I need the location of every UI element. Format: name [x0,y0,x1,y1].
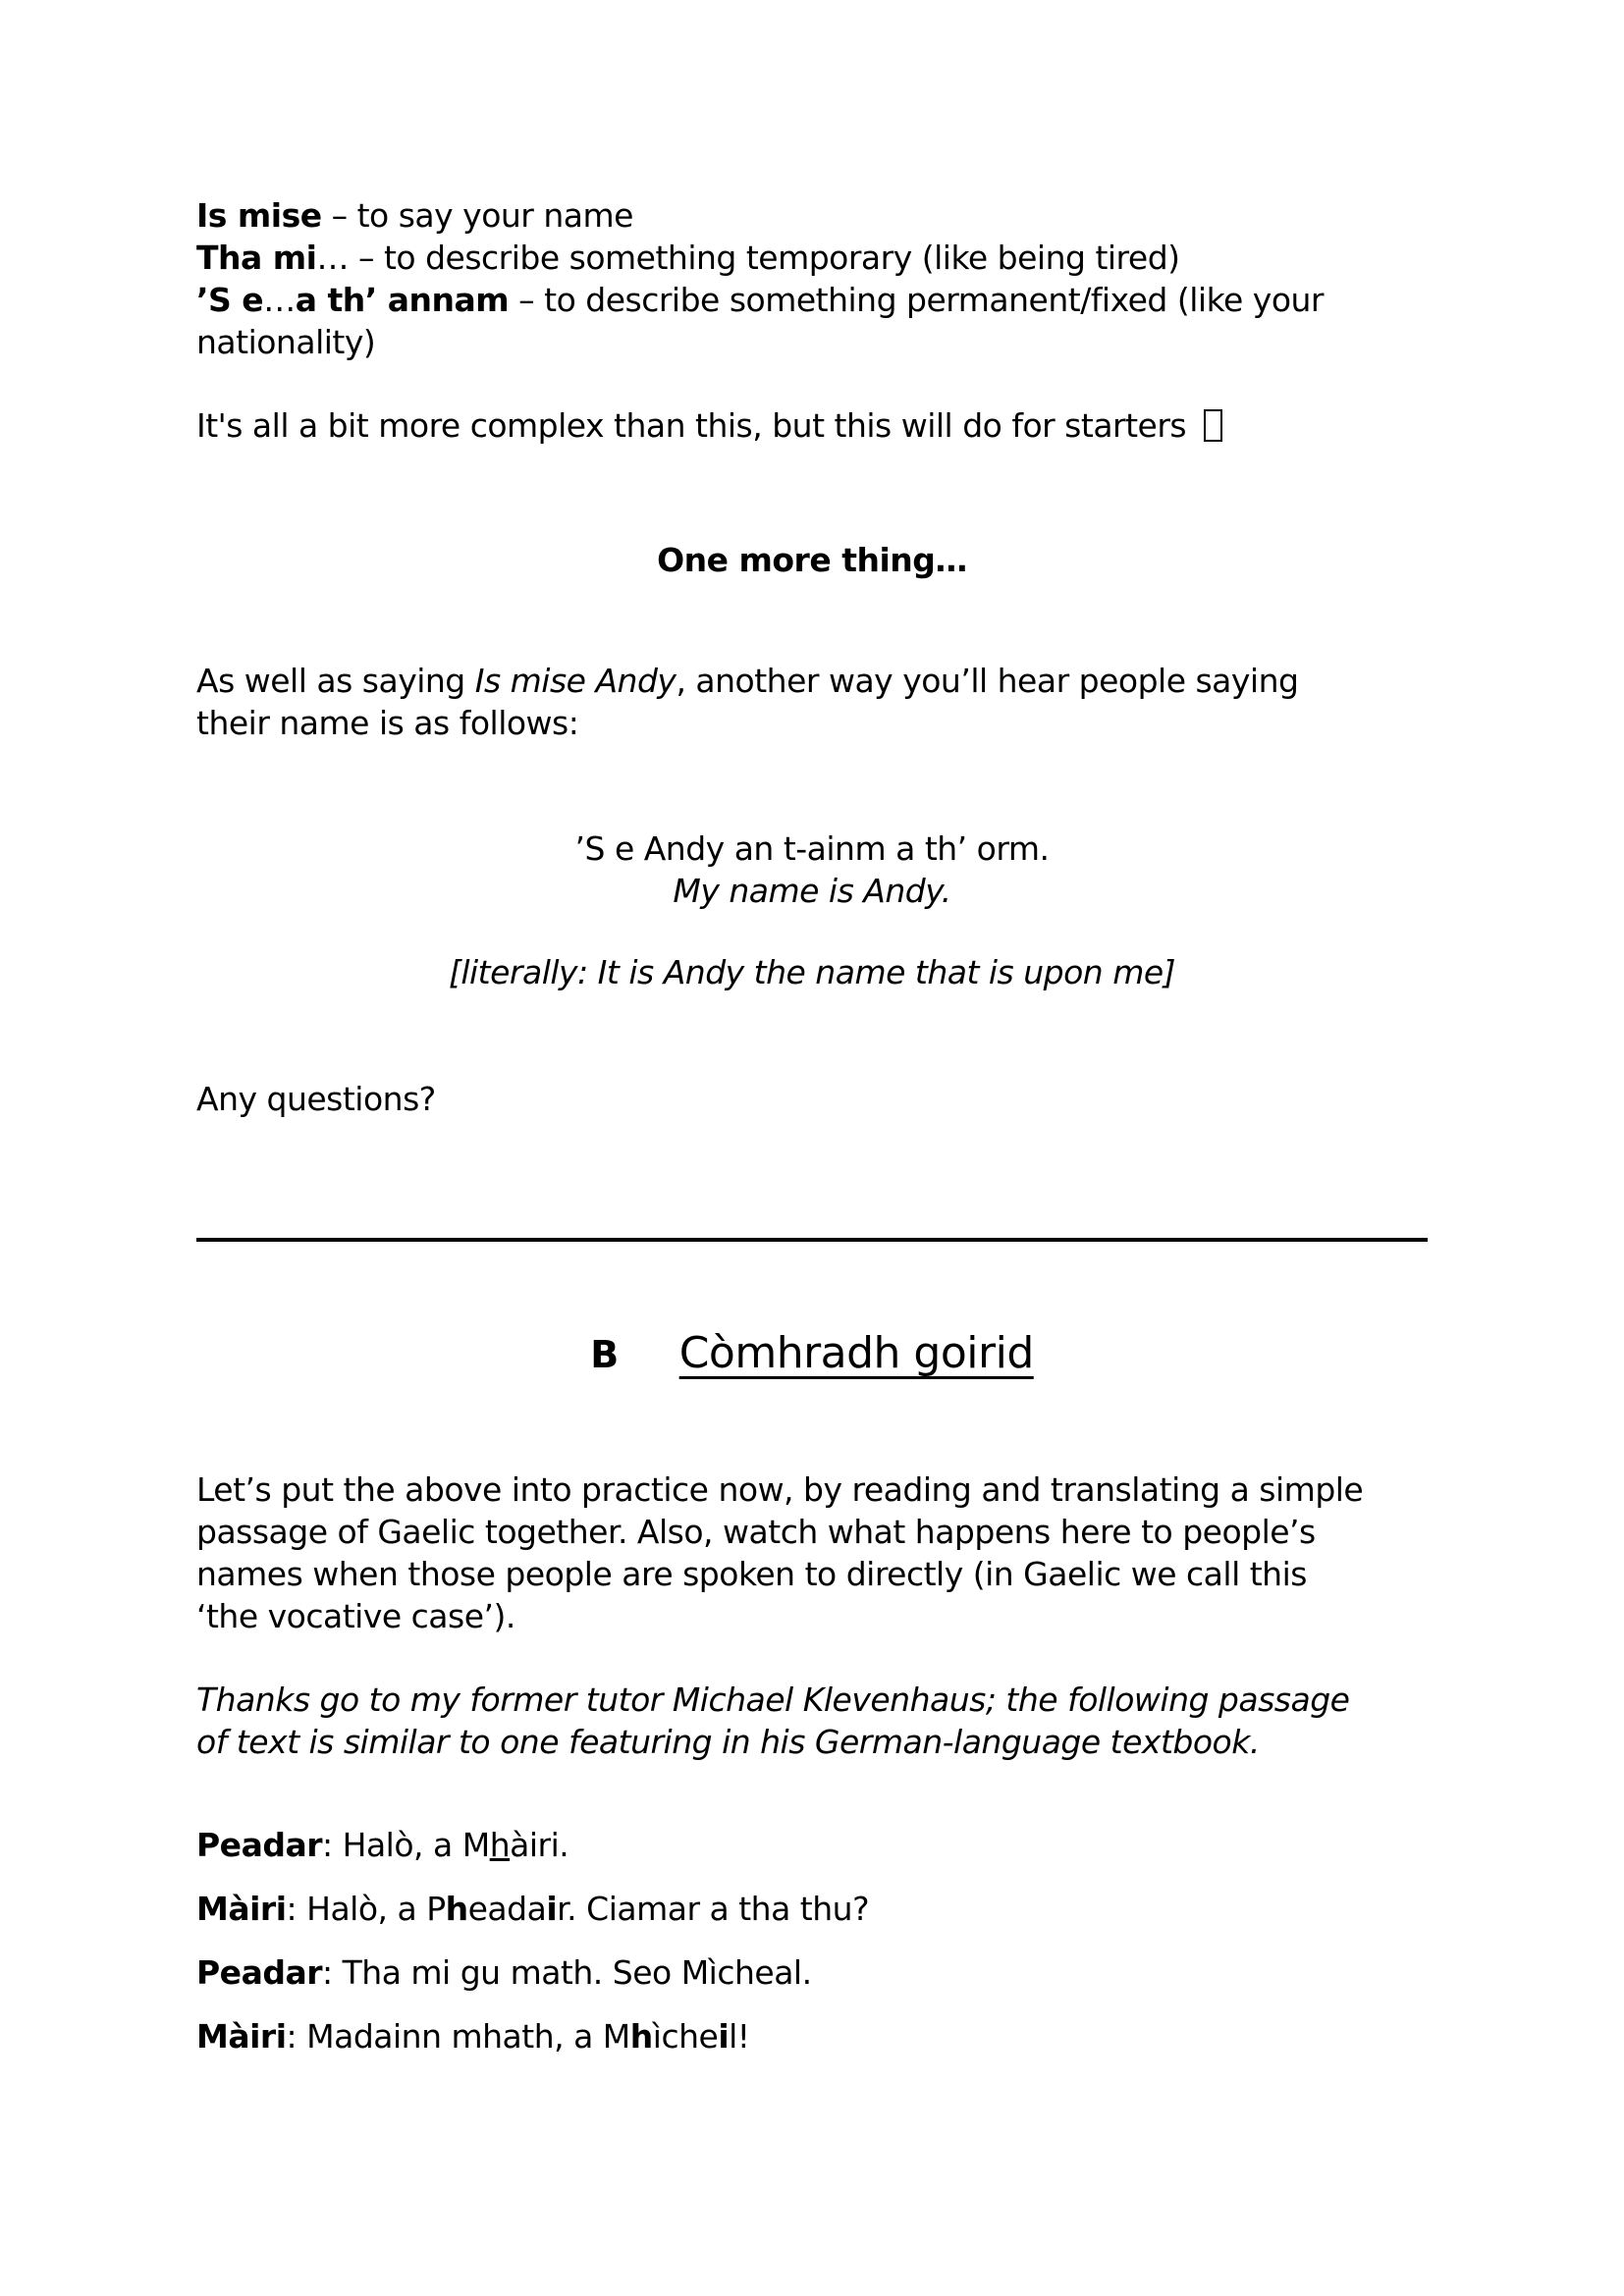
section-letter: B [590,1333,619,1376]
intro-line-s-e-annam: ’S e…a th’ annam – to describe something permanent/fixed (like your [196,281,1324,319]
intro-line-nationality: nationality) [196,323,376,361]
complex-note [196,404,1428,447]
practice-intro-line-2: passage of Gaelic together. Also, watch what happens here to people’s [196,1513,1316,1551]
intro-grammar-block [196,194,1428,363]
intro-line-tha-mi: Tha mi… – to describe something temporary (like being tired) [196,239,1180,277]
section-divider [196,1238,1428,1242]
dialogue-line-mairi-2: Màiri: Madainn mhath, a Mhìcheil! [196,2017,750,2056]
practice-intro-line-3: names when those people are spoken to directly (in Gaelic we call this [196,1555,1307,1593]
any-questions-prompt: Any questions? [196,1080,436,1118]
thanks-note-block [196,1679,1428,1763]
thanks-note-line-2: of text is similar to one featuring in his German-language textbook. [196,1723,1260,1761]
dialogue-line-mairi-1: Màiri: Halò, a Pheadair. Ciamar a tha thu? [196,1890,870,1928]
as-well-line-2: their name is as follows: [196,704,579,742]
section-b-heading [196,1326,1428,1382]
dialogue-line-peadar-2: Peadar: Tha mi gu math. Seo Mìcheal. [196,1953,812,1992]
example-translation: My name is Andy. [673,872,951,910]
thanks-note-line-1: Thanks go to my former tutor Michael Klevenhaus; the following passage [196,1681,1350,1719]
one-more-thing-heading: One more thing… [657,541,967,579]
practice-intro-line-1: Let’s put the above into practice now, by reading and translating a simple [196,1470,1364,1509]
practice-intro-block [196,1468,1428,1637]
missing-emoji-glyph-icon [1204,409,1222,442]
example-block [196,828,1428,912]
example-literal-gloss: [literally: It is Andy the name that is upon me] [448,953,1176,991]
as-well-line-1: As well as saying Is mise Andy, another way you’ll hear people saying [196,662,1299,700]
dialogue-line-peadar-1: Peadar: Halò, a Mhàiri. [196,1826,569,1864]
example-gaelic-sentence: ’S e Andy an t-ainm a th’ orm. [574,829,1050,868]
as-well-block [196,660,1428,744]
intro-line-is-mise: Is mise – to say your name [196,196,633,235]
section-title: Còmhradh goirid [678,1328,1034,1378]
practice-intro-line-4: ‘the vocative case’). [196,1597,515,1635]
complex-note-text: It's all a bit more complex than this, but this will do for starters [196,406,1197,445]
